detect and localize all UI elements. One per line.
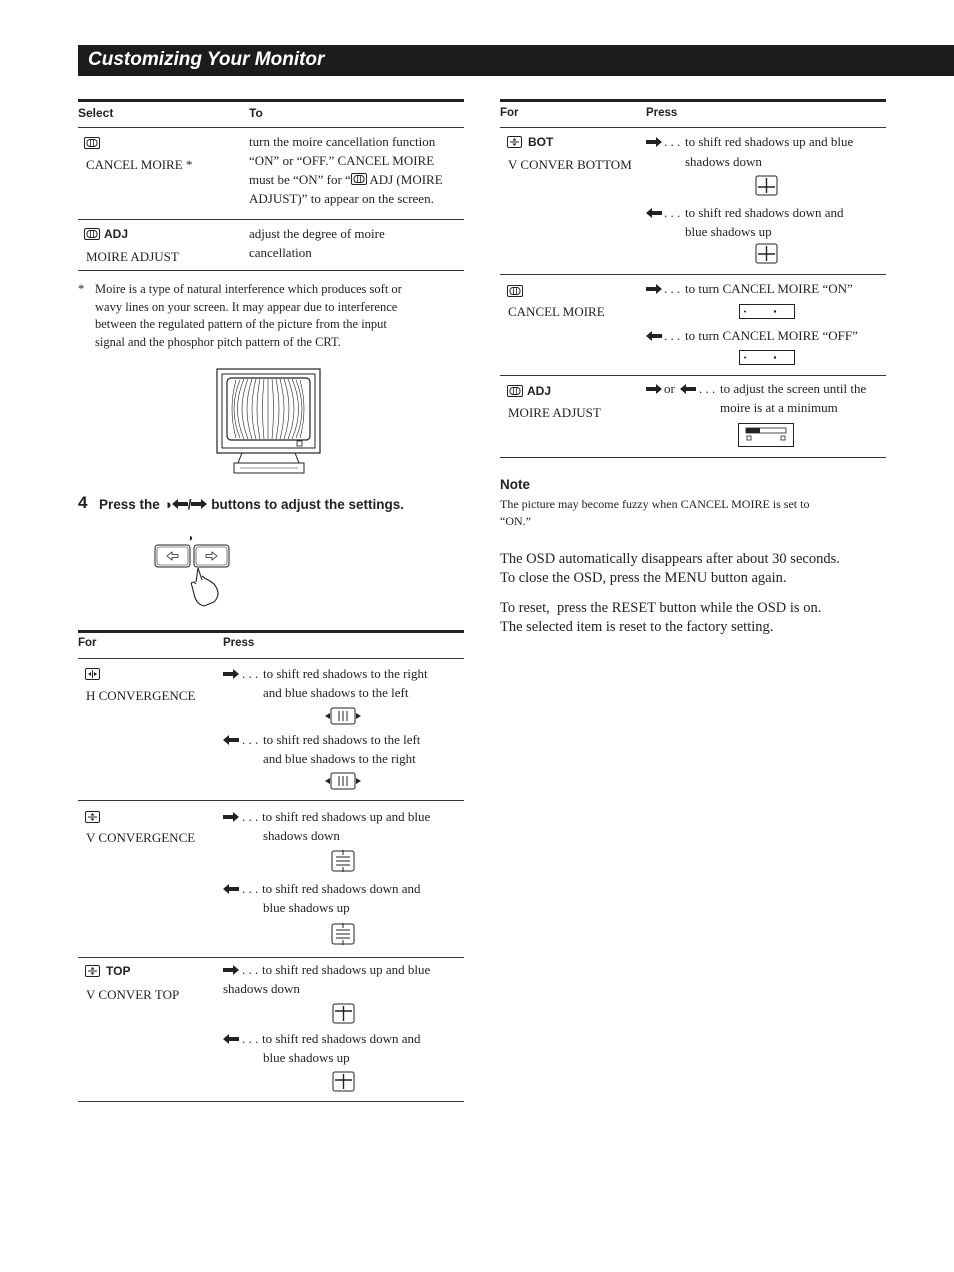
cancel-moire-row-label: CANCEL MOIRE — [508, 304, 605, 319]
arrow-left-icon — [646, 331, 662, 341]
v-conv-right-1: to shift red shadows up and blue — [262, 809, 431, 824]
arrow-buttons-illustration — [154, 544, 232, 608]
v-conver-bottom-label: V CONVER BOTTOM — [508, 157, 632, 172]
v-conv-shift-diagram — [331, 850, 355, 872]
col-header-to: To — [249, 106, 263, 120]
page-title: Customizing Your Monitor — [88, 49, 325, 70]
arrow-right-icon — [646, 137, 662, 147]
step-4-instruction: Press the ◑ / buttons to adjust the settings. — [99, 497, 404, 512]
moire-icon — [84, 228, 100, 240]
v-conver-top-label: V CONVER TOP — [86, 987, 180, 1002]
moire-icon — [507, 385, 523, 397]
h-conv-left-2: and blue shadows to the right — [263, 751, 416, 766]
note-line-1: The picture may become fuzzy when CANCEL MOIRE is set to — [500, 497, 810, 511]
v-top-right-1: to shift red shadows up and blue — [262, 962, 431, 977]
arrow-right-icon — [223, 965, 239, 975]
arrow-left-icon — [680, 384, 696, 394]
arrow-left-icon — [223, 735, 239, 745]
cancel-moire-on-text: to turn CANCEL MOIRE “ON” — [685, 281, 853, 296]
v-convergence-icon — [85, 965, 100, 977]
v-top-right-2: shadows down — [223, 981, 300, 996]
col-header-press: Press — [223, 637, 255, 649]
moire-icon — [351, 173, 367, 185]
moire-adjust-text-1: to adjust the screen until the — [720, 381, 867, 396]
moire-adjust-desc-1: adjust the degree of moire — [249, 226, 385, 241]
footnote-line-1: Moire is a type of natural interference which produces soft or — [95, 282, 402, 296]
col-header-select: Select — [78, 106, 114, 120]
moire-adj-row-tag: ADJ — [527, 384, 552, 398]
step-number: 4 — [78, 493, 88, 512]
arrow-right-icon — [646, 284, 662, 294]
moire-adjust-desc-2: cancellation — [249, 245, 312, 260]
reset-paragraph-line-2: The selected item is reset to the factory setting. — [500, 619, 774, 635]
footnote-mark: * — [78, 282, 85, 296]
cancel-moire-desc-3: must be “ON” for “ ADJ (MOIRE — [249, 172, 443, 187]
cancel-moire-desc-4: ADJUST)” to appear on the screen. — [249, 191, 434, 206]
v-bot-tag: BOT — [528, 135, 554, 149]
cancel-moire-off-text: to turn CANCEL MOIRE “OFF” — [685, 328, 858, 343]
v-bot-left-2: blue shadows up — [685, 224, 772, 239]
moire-adjust-level-indicator — [738, 423, 794, 447]
arrow-left-icon — [223, 1034, 239, 1044]
v-top-tag: TOP — [106, 964, 131, 978]
arrow-right-icon — [646, 384, 662, 394]
v-bot-right-1: to shift red shadows up and blue — [685, 134, 854, 149]
arrow-right-icon — [191, 499, 207, 509]
v-bot-left-1: to shift red shadows down and — [685, 205, 844, 220]
cancel-moire-off-indicator — [739, 350, 795, 365]
moire-adjust-row-label: MOIRE ADJUST — [508, 405, 601, 420]
footnote-line-2: wavy lines on your screen. It may appear due to interference — [95, 300, 398, 314]
arrow-left-icon — [172, 499, 188, 509]
osd-paragraph-line-1: The OSD automatically disappears after about 30 seconds. — [500, 551, 840, 567]
v-top-left-1: to shift red shadows down and — [262, 1031, 421, 1046]
col-header-for: For — [78, 637, 97, 649]
osd-paragraph-line-2: To close the OSD, press the MENU button again. — [500, 570, 787, 586]
moire-adjust-label: MOIRE ADJUST — [86, 249, 179, 264]
h-convergence-label: H CONVERGENCE — [86, 688, 196, 703]
moire-icon — [507, 285, 523, 297]
moire-icon — [84, 137, 100, 149]
cancel-moire-desc-2: “ON” or “OFF.” CANCEL MOIRE — [249, 153, 435, 168]
footnote-line-4: signal and the phosphor pitch pattern of the CRT. — [95, 335, 341, 349]
cancel-moire-on-indicator — [739, 304, 795, 319]
arrow-right-icon — [223, 669, 239, 679]
arrow-left-icon — [646, 208, 662, 218]
v-conv-right-2: shadows down — [263, 828, 340, 843]
moire-adjust-text-2: moire is at a minimum — [720, 400, 838, 415]
table-top-rule — [78, 99, 464, 102]
h-convergence-icon — [85, 668, 100, 680]
v-bot-shift-diagram — [755, 175, 778, 196]
v-top-shift-diagram — [332, 1071, 355, 1092]
cancel-moire-desc-1: turn the moire cancellation function — [249, 134, 436, 149]
v-bot-shift-diagram — [755, 243, 778, 264]
h-conv-right-1: to shift red shadows to the right — [263, 666, 428, 681]
arrow-right-icon — [223, 812, 239, 822]
monitor-moire-illustration — [216, 368, 322, 476]
note-line-2: “ON.” — [500, 514, 531, 528]
footnote-line-3: between the regulated pattern of the picture from the input — [95, 317, 387, 331]
v-top-shift-diagram — [332, 1003, 355, 1024]
page-header — [78, 45, 954, 76]
v-convergence-icon — [507, 136, 522, 148]
h-conv-shift-diagram — [325, 707, 361, 725]
h-conv-shift-diagram — [325, 772, 361, 790]
moire-adj-tag: ADJ — [104, 227, 129, 241]
v-convergence-icon — [85, 811, 100, 823]
col-header-press: Press — [646, 107, 678, 119]
v-convergence-label: V CONVERGENCE — [86, 830, 196, 845]
reset-paragraph-line-1: To reset, press the RESET button while the OSD is on. — [500, 600, 822, 616]
arrow-left-icon — [223, 884, 239, 894]
note-title: Note — [500, 477, 530, 492]
v-conv-left-2: blue shadows up — [263, 900, 350, 915]
brightness-glyph: ◑ — [187, 533, 194, 544]
h-conv-left-1: to shift red shadows to the left — [263, 732, 421, 747]
v-conv-left-1: to shift red shadows down and — [262, 881, 421, 896]
v-bot-right-2: shadows down — [685, 154, 762, 169]
v-top-left-2: blue shadows up — [263, 1050, 350, 1065]
col-header-for: For — [500, 107, 519, 119]
v-conv-shift-diagram — [331, 923, 355, 945]
h-conv-right-2: and blue shadows to the left — [263, 685, 409, 700]
cancel-moire-label: CANCEL MOIRE * — [86, 157, 193, 172]
